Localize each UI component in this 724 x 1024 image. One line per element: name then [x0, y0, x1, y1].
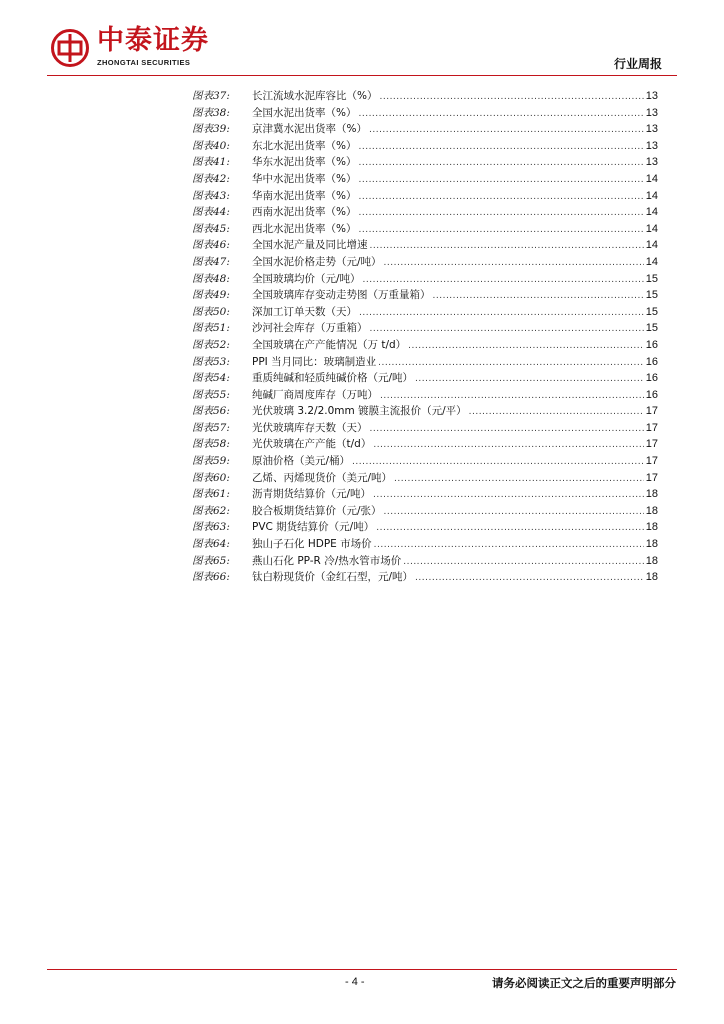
toc-page-number: 18 — [645, 504, 658, 517]
toc-figure-title: 原油价格（美元/桶） — [252, 455, 351, 468]
toc-entry[interactable] — [192, 436, 658, 453]
toc-page-number: 14 — [645, 222, 658, 235]
toc-page-number: 14 — [645, 189, 658, 202]
toc-dot-leader — [415, 371, 644, 388]
toc-entry[interactable] — [192, 221, 658, 238]
toc-figure-title: 光伏玻璃在产产能（t/d） — [252, 438, 372, 451]
toc-page-number: 15 — [645, 305, 658, 318]
toc-page-number: 13 — [645, 156, 658, 169]
toc-figure-title: 全国水泥价格走势（元/吨） — [252, 255, 382, 268]
toc-dot-leader — [403, 554, 644, 571]
toc-page-number: 15 — [645, 272, 658, 285]
toc-figure-title: 沥青期货结算价（元/吨） — [252, 488, 372, 501]
figure-list — [192, 88, 658, 586]
toc-entry[interactable] — [192, 553, 658, 570]
toc-entry[interactable] — [192, 387, 658, 404]
toc-figure-title: 深加工订单天数（天） — [252, 305, 357, 318]
toc-figure-title: 全国玻璃库存变动走势图（万重量箱） — [252, 289, 431, 302]
toc-figure-title: 西北水泥出货率（%） — [252, 222, 357, 235]
toc-page-number: 17 — [645, 421, 658, 434]
toc-entry[interactable] — [192, 287, 658, 304]
toc-figure-title: 沙河社会库存（万重箱） — [252, 322, 368, 335]
toc-entry[interactable] — [192, 271, 658, 288]
toc-figure-number: 图表63: — [192, 521, 230, 534]
toc-entry[interactable] — [192, 138, 658, 155]
toc-figure-number: 图表43: — [192, 189, 230, 202]
toc-entry[interactable] — [192, 121, 658, 138]
toc-figure-number: 图表54: — [192, 372, 230, 385]
toc-figure-number: 图表39: — [192, 123, 230, 136]
toc-figure-title: 纯碱厂商周度库存（万吨） — [252, 388, 378, 401]
toc-figure-number: 图表55: — [192, 388, 230, 401]
toc-dot-leader — [394, 471, 644, 488]
toc-figure-title: 西南水泥出货率（%） — [252, 206, 357, 219]
toc-dot-leader — [374, 537, 644, 554]
toc-dot-leader — [370, 421, 644, 438]
toc-dot-leader — [358, 155, 643, 172]
toc-figure-title: 重质纯碱和轻质纯碱价格（元/吨） — [252, 372, 414, 385]
toc-figure-number: 图表57: — [192, 421, 230, 434]
toc-figure-title: 乙烯、丙烯现货价（美元/吨） — [252, 471, 393, 484]
toc-dot-leader — [376, 520, 644, 537]
toc-page-number: 13 — [645, 90, 658, 102]
toc-figure-number: 图表47: — [192, 255, 230, 268]
toc-figure-title: 东北水泥出货率（%） — [252, 139, 357, 152]
toc-dot-leader — [358, 205, 643, 222]
toc-page-number: 18 — [645, 571, 658, 584]
toc-figure-number: 图表66: — [192, 571, 230, 584]
toc-entry[interactable] — [192, 237, 658, 254]
toc-page-number: 14 — [645, 255, 658, 268]
toc-figure-number: 图表49: — [192, 289, 230, 302]
toc-entry[interactable] — [192, 88, 658, 105]
toc-figure-title: PVC 期货结算价（元/吨） — [252, 521, 375, 534]
toc-figure-number: 图表48: — [192, 272, 230, 285]
toc-figure-title: 全国水泥产量及同比增速 — [252, 239, 368, 252]
toc-dot-leader — [378, 355, 644, 372]
toc-entry[interactable] — [192, 154, 658, 171]
page-header — [0, 0, 724, 80]
header-divider — [47, 75, 677, 76]
toc-dot-leader — [358, 106, 643, 123]
toc-page-number: 18 — [645, 538, 658, 551]
logo-english-name: ZHONGTAI SECURITIES — [97, 58, 191, 67]
toc-dot-leader — [369, 122, 644, 139]
toc-page-number: 16 — [645, 388, 658, 401]
toc-dot-leader — [384, 504, 644, 521]
toc-dot-leader — [379, 89, 643, 106]
toc-dot-leader — [370, 321, 644, 338]
toc-figure-title: 京津冀水泥出货率（%） — [252, 123, 367, 136]
toc-figure-number: 图表40: — [192, 139, 230, 152]
toc-page-number: 15 — [645, 289, 658, 302]
toc-figure-title: 全国玻璃均价（元/吨） — [252, 272, 361, 285]
toc-dot-leader — [359, 305, 644, 322]
toc-entry[interactable] — [192, 470, 658, 487]
toc-page-number: 16 — [645, 372, 658, 385]
toc-dot-leader — [363, 272, 644, 289]
toc-figure-number: 图表53: — [192, 355, 230, 368]
toc-figure-title: 光伏玻璃 3.2/2.0mm 镀膜主流报价（元/平） — [252, 405, 467, 418]
toc-entry[interactable] — [192, 453, 658, 470]
toc-entry[interactable] — [192, 105, 658, 122]
toc-dot-leader — [408, 338, 644, 355]
toc-page-number: 15 — [645, 322, 658, 335]
toc-entry[interactable] — [192, 188, 658, 205]
toc-figure-number: 图表38: — [192, 106, 230, 119]
toc-figure-number: 图表45: — [192, 222, 230, 235]
toc-figure-title: 华南水泥出货率（%） — [252, 189, 357, 202]
toc-entry[interactable] — [192, 254, 658, 271]
toc-page-number: 17 — [645, 471, 658, 484]
toc-dot-leader — [373, 487, 644, 504]
toc-figure-title: 全国玻璃在产产能情况（万 t/d） — [252, 338, 407, 351]
toc-figure-number: 图表62: — [192, 504, 230, 517]
toc-figure-number: 图表51: — [192, 322, 230, 335]
toc-figure-number: 图表56: — [192, 405, 230, 418]
footer-divider — [47, 969, 677, 970]
toc-figure-title: 钛白粉现货价（金红石型，元/吨） — [252, 571, 414, 584]
toc-dot-leader — [415, 570, 644, 587]
toc-entry[interactable] — [192, 304, 658, 321]
toc-figure-number: 图表65: — [192, 554, 230, 567]
toc-page-number: 17 — [645, 438, 658, 451]
toc-entry[interactable] — [192, 420, 658, 437]
toc-figure-title: 全国水泥出货率（%） — [252, 106, 357, 119]
toc-entry[interactable] — [192, 403, 658, 420]
toc-figure-number: 图表61: — [192, 488, 230, 501]
toc-figure-number: 图表42: — [192, 172, 230, 185]
toc-dot-leader — [433, 288, 644, 305]
toc-page-number: 17 — [645, 405, 658, 418]
logo-chinese-name: 中泰证券 — [97, 25, 209, 56]
toc-figure-number: 图表64: — [192, 538, 230, 551]
toc-dot-leader — [358, 189, 643, 206]
toc-figure-title: 长江流域水泥库容比（%） — [252, 90, 378, 102]
toc-entry[interactable] — [192, 320, 658, 337]
toc-page-number: 16 — [645, 355, 658, 368]
toc-figure-number: 图表41: — [192, 156, 230, 169]
toc-figure-title: 胶合板期货结算价（元/张） — [252, 504, 382, 517]
toc-figure-number: 图表46: — [192, 239, 230, 252]
toc-page-number: 13 — [645, 139, 658, 152]
toc-dot-leader — [358, 222, 643, 239]
toc-figure-number: 图表58: — [192, 438, 230, 451]
toc-entry[interactable] — [192, 486, 658, 503]
page-number: - 4 - — [345, 976, 365, 988]
toc-page-number: 14 — [645, 206, 658, 219]
zhongtai-logo-icon — [50, 28, 90, 68]
toc-page-number: 13 — [645, 106, 658, 119]
toc-page-number: 14 — [645, 239, 658, 252]
toc-page-number: 18 — [645, 521, 658, 534]
toc-entry[interactable] — [192, 171, 658, 188]
toc-dot-leader — [370, 238, 644, 255]
toc-entry[interactable] — [192, 536, 658, 553]
toc-figure-number: 图表37: — [192, 90, 230, 102]
toc-figure-title: 华中水泥出货率（%） — [252, 172, 357, 185]
disclaimer-text: 请务必阅读正文之后的重要声明部分 — [492, 976, 676, 990]
toc-page-number: 16 — [645, 338, 658, 351]
toc-entry[interactable] — [192, 519, 658, 536]
toc-figure-title: 光伏玻璃库存天数（天） — [252, 421, 368, 434]
toc-page-number: 18 — [645, 554, 658, 567]
toc-entry[interactable] — [192, 204, 658, 221]
toc-dot-leader — [384, 255, 644, 272]
toc-figure-number: 图表60: — [192, 471, 230, 484]
toc-figure-number: 图表52: — [192, 338, 230, 351]
toc-page-number: 14 — [645, 172, 658, 185]
toc-entry[interactable] — [192, 370, 658, 387]
toc-figure-number: 图表50: — [192, 305, 230, 318]
toc-figure-title: 燕山石化 PP-R 冷/热水管市场价 — [252, 554, 402, 567]
toc-dot-leader — [380, 388, 644, 405]
toc-dot-leader — [358, 172, 643, 189]
toc-page-number: 13 — [645, 123, 658, 136]
toc-figure-title: 华东水泥出货率（%） — [252, 156, 357, 169]
toc-dot-leader — [373, 437, 643, 454]
toc-page-number: 18 — [645, 488, 658, 501]
toc-dot-leader — [469, 404, 644, 421]
report-type-label: 行业周报 — [613, 57, 662, 71]
toc-figure-number: 图表59: — [192, 455, 230, 468]
toc-figure-title: PPI 当月同比：玻璃制造业 — [252, 355, 377, 368]
toc-figure-title: 独山子石化 HDPE 市场价 — [252, 538, 372, 551]
toc-dot-leader — [358, 139, 643, 156]
toc-entry[interactable] — [192, 337, 658, 354]
toc-entry[interactable] — [192, 569, 658, 586]
toc-figure-number: 图表44: — [192, 206, 230, 219]
toc-entry[interactable] — [192, 503, 658, 520]
toc-page-number: 17 — [645, 455, 658, 468]
toc-entry[interactable] — [192, 354, 658, 371]
toc-dot-leader — [352, 454, 644, 471]
